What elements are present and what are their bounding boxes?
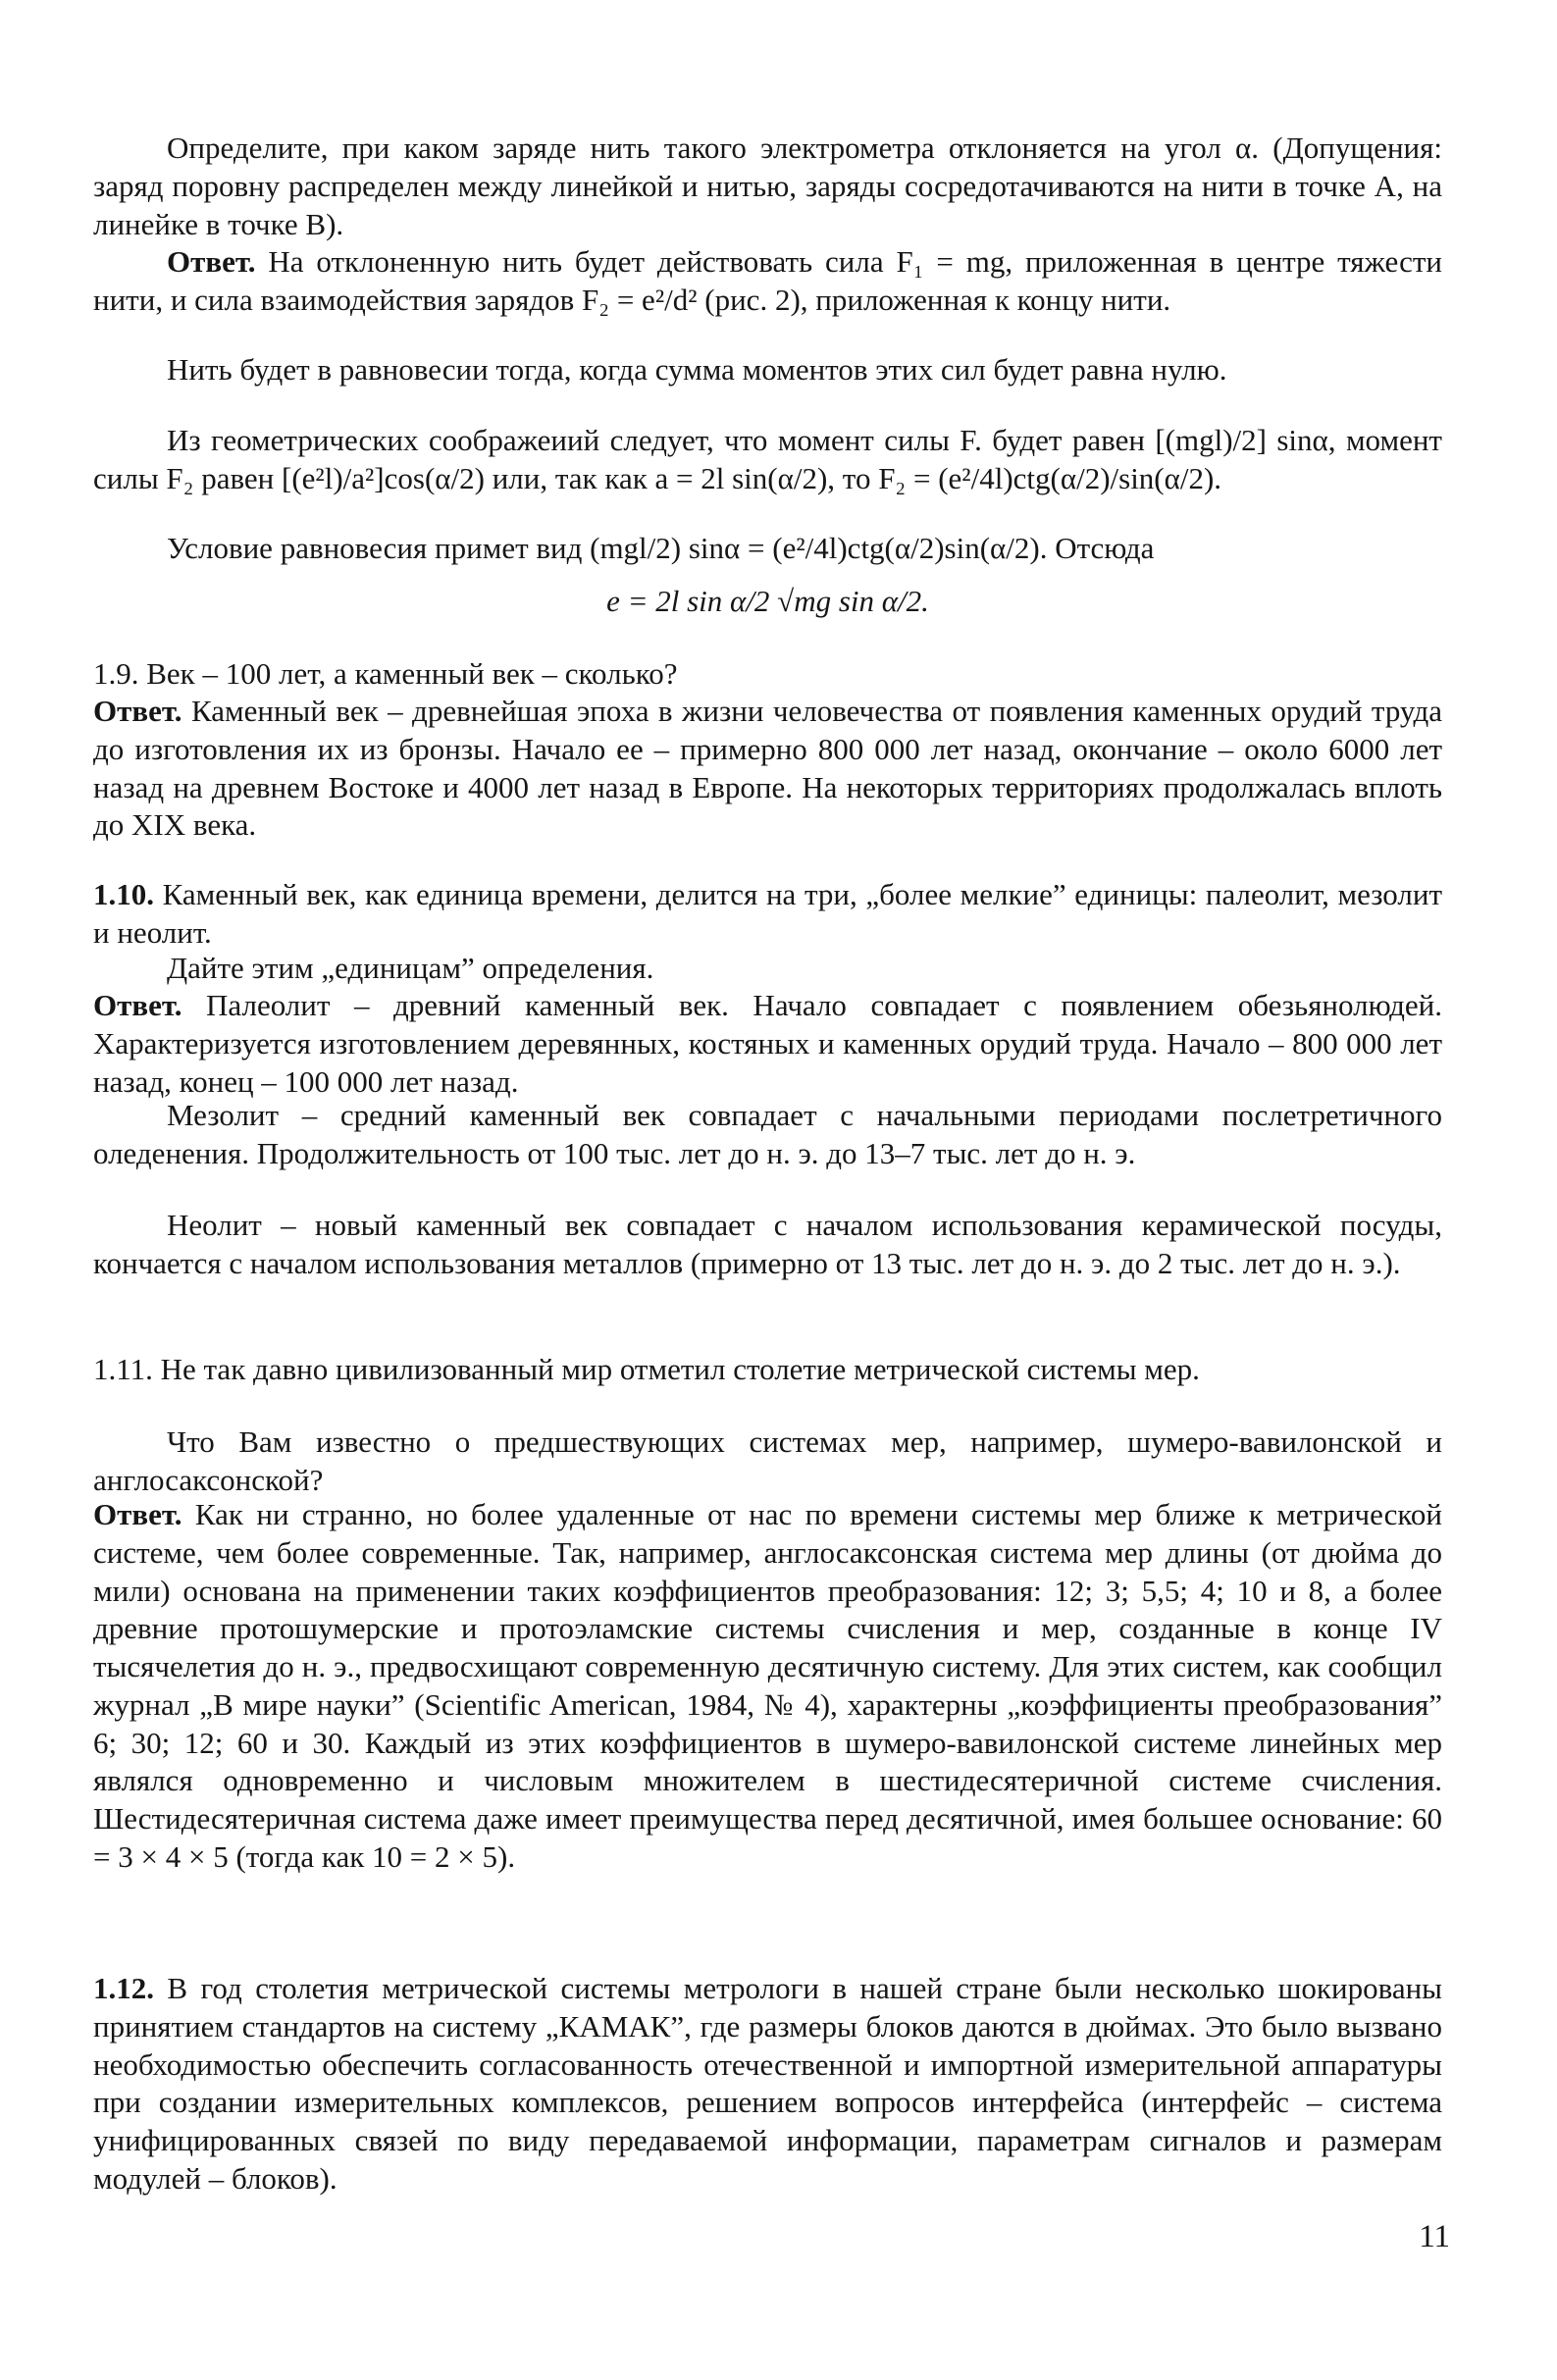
problem-number: 1.12. — [93, 1971, 154, 2005]
problem-1-8-paragraph-2: Нить будет в равновесии тогда, когда сумма моментов этих сил будет равна нулю. — [167, 352, 1227, 387]
problem-1-12: 1.12. В год столетия метрической системы метрологи в нашей стране были несколько шокированы принятием стандартов на систему „КАМАК”, где размеры блоков даются в дюймах. Это было вызвано необходимостью обеспечить согласованность отечественной и импортной измерительной аппаратуры при создании измерительных комплексов, решением вопросов интерфейса (интерфейс – система унифицированных связей по виду передаваемой информации, параметрам сигналов и размерам модулей – блоков). — [93, 1971, 1442, 2196]
problem-1-8-intro: Определите, при каком заряде нить такого электрометра отклоняется на угол α. (Допущения: заряд поровну распределен между линейкой и нитью, заряды сосредотачиваются на нити в точке A, на линейке в точке B). — [93, 130, 1442, 241]
problem-number: 1.9. — [93, 656, 139, 691]
problem-1-8-paragraph-4: Условие равновесия примет вид (mgl/2) sinα = (e²/4l)ctg(α/2)sin(α/2). Отсюда — [167, 531, 1155, 565]
problem-number: 1.10. — [93, 877, 154, 911]
problem-1-11-answer: Ответ. Как ни странно, но более удаленные от нас по времени системы мер ближе к метрической системе, чем более современные. Так, например, англосаксонская система мер длины (от дюйма до мили) основана на применении таких коэффициентов преобразования: 12; 3; 5,5; 4; 10 и 8, а более древние протошумерские и протоэламские системы счисления и мер, созданные в конце IV тысячелетия до н. э., предвосхищают современную десятичную систему. Для этих систем, как сообщил журнал „В мире науки” (Scientific American, 1984, № 4), характерны „коэффициенты преобразования” 6; 30; 12; 60 и 30. Каждый из этих коэффициентов в шумеро-вавилонской системе линейных мер являлся одновременно и числовым множителем в шестидесятеричной системе счисления. Шестидесятеричная система даже имеет преимущества перед десятичной, имея большее основание: 60 = 3 × 4 × 5 (тогда как 10 = 2 × 5). — [93, 1497, 1442, 1874]
problem-1-8-paragraph-3: Из геометрических соображеиий следует, что момент силы F. будет равен [(mgl)/2] sinα, момент силы F₂ равен [(e²l)/a²]cos(α/2) или, так как a = 2l sin(α/2), то F₂ = (e²/4l)ctg(α/2)/sin(α/2). — [93, 423, 1442, 495]
problem-1-8-answer: Ответ. На отклоненную нить будет действовать сила F₁ = mg, приложенная в центре тяжести нити, и сила взаимодействия зарядов F₂ = e²/d² (рис. 2), приложенная к концу нити. — [93, 244, 1442, 317]
problem-1-10-paragraph-3: Неолит – новый каменный век совпадает с началом использования керамической посуды, кончается с началом использования металлов (примерно от 13 тыс. лет до н. э. до 2 тыс. лет до н. э.). — [93, 1208, 1442, 1280]
answer-label: Ответ. — [93, 988, 182, 1022]
problem-1-10-task: Дайте этим „единицам” определения. — [167, 951, 654, 985]
problem-1-10-answer: Ответ. Палеолит – древний каменный век. Начало совпадает с появлением обезьянолюдей. Характеризуется изготовлением деревянных, костяных и каменных орудий труда. Начало – 800 000 лет назад, конец – 100 000 лет назад. — [93, 988, 1442, 1099]
problem-1-11: 1.11. Не так давно цивилизованный мир отметил столетие метрической системы мер. — [93, 1352, 1200, 1386]
page-number: 11 — [1419, 2219, 1450, 2254]
equilibrium-formula: e = 2l sin α/2 √mg sin α/2. — [606, 584, 929, 618]
answer-label: Ответ. — [93, 1497, 182, 1531]
answer-label: Ответ. — [167, 244, 256, 279]
problem-number: 1.11. — [93, 1352, 153, 1386]
answer-label: Ответ. — [93, 694, 182, 728]
problem-1-10-paragraph-2: Мезолит – средний каменный век совпадает с начальными периодами послетретичного оледенения. Продолжительность от 100 тыс. лет до н. э. до 13–7 тыс. лет до н. э. — [93, 1098, 1442, 1170]
problem-1-9: 1.9. Век – 100 лет, а каменный век – сколько? — [93, 656, 678, 691]
problem-1-11-task: Что Вам известно о предшествующих системах мер, например, шумеро-вавилонской и англосаксонской? — [93, 1424, 1442, 1497]
problem-1-10: 1.10. Каменный век, как единица времени, делится на три, „более мелкие” единицы: палеолит, мезолит и неолит. — [93, 877, 1442, 950]
problem-1-9-answer: Ответ. Каменный век – древнейшая эпоха в жизни человечества от появления каменных орудий труда до изготовления их из бронзы. Начало ее – примерно 800 000 лет назад, окончание – около 6000 лет назад на древнем Востоке и 4000 лет назад в Европе. На некоторых территориях продолжалась вплоть до XIX века. — [93, 694, 1442, 843]
